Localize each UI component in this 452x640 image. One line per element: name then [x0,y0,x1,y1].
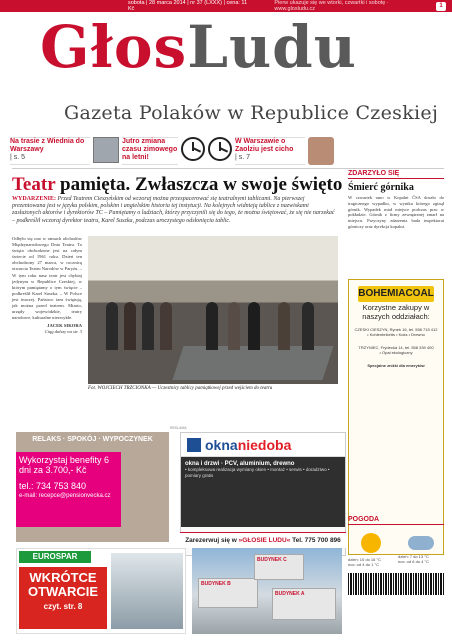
okna-logo-a: okna [205,436,238,453]
building-b: BUDYNEK B [198,578,258,608]
memorial-board [172,346,333,380]
coal-ad-line: Specjalne zniżki dla emerytów [367,363,425,368]
coal-ad-line: CZESKI CIESZYN, Rynek 16, tel. 558 715 412 [354,327,438,332]
weather-row [348,529,444,567]
weather-day-temp: dzień: 10 do 16 °C [348,557,381,562]
okna-logo-b: niedoba [237,436,292,453]
okna-body-text: • kompleksowa realizacja wymiany okien • montaż • serwis • doradztwo • pomiary gratis [185,467,330,478]
building-a: BUDYNEK A [272,588,336,620]
lead-photo [88,236,338,384]
person [302,302,314,350]
teaser-strip [10,137,444,165]
building-c: BUDYNEK C [254,554,304,580]
okna-logo [181,433,345,457]
sidebar-headline[interactable]: Śmierć górnika [348,182,414,193]
person [142,302,154,350]
lead-standfirst [12,196,338,225]
weather-night-temp: noc: od 4 do 1 °C [348,562,379,567]
teaser-1-photo [93,137,119,163]
okna-body [181,457,345,527]
logo-part-1: Głos [40,13,188,81]
reservation-tel: Tel. 775 700 896 [290,537,341,544]
person [106,302,118,350]
relaks-body: Wykorzystaj benefity 6 dni za 3.700,- Kč [19,455,109,475]
headline-accent: Teatr [12,174,56,195]
relaks-mail: e-mail: recepce@pensionvecka.cz [19,493,111,499]
sidebar-text: W czwartek rano w Kopalni ČSA doszło do tragicznego wypadku, w wyniku którego zginął górnik. Wypadek miał miejsce podczas prac w pokładzie. Górnik z firmy zewnętrznej zmarł na miejscu. Przyczyny zdarzenia bada inspektorat górniczy oraz dyrekcja kopalni. [348,195,444,229]
newspaper-logo[interactable] [40,13,420,81]
person [124,302,136,350]
eurospar-offer [19,567,107,629]
coal-ad-line: TRZYNIEC, Frýdecká 14, tel. 558 339 400 [358,345,434,350]
photo-caption: Fot. WOJCIECH TRZCIONKA — Uczestnicy tablicy pamiątkowej przed wejściem do teatru [88,386,273,391]
bohemiacoal-logo: BOHEMIACOAL [358,286,434,302]
person [278,302,290,350]
lead-body [12,236,82,336]
continued-note[interactable]: Ciąg dalszy na str. 3 [44,329,82,335]
top-bar [0,0,452,12]
teaser-title: Na trasie z Wiednia do Warszawy [10,138,85,153]
masthead [0,13,452,124]
coal-ad-line: • Opał ekologiczny [379,350,413,355]
sidebar [348,170,444,555]
reservation-brand: »GŁOSIE LUDU« [238,537,291,544]
issue-info: sobota | 28 marca 2014 | nr 37 (LXXX) | cena: 11 Kč [128,0,248,12]
eurospar-headline: WKRÓTCE OTWARCIE [27,570,99,599]
teaser-3-photo [308,137,334,165]
sun-icon [361,533,381,553]
headline-rest: pamięta. Zwłaszcza w swoje święto [55,174,343,195]
coal-ad-line: • Kohlenbriketts • Koks • Drewno [367,332,425,337]
cloud-icon [408,536,434,550]
eurospar-logo: EUROSPAR [19,551,91,563]
eurospar-page: czyt. str. 8 [43,602,83,611]
coal-ad-headline: Korzystne zakupy w naszych oddziałach: [362,303,430,321]
author: JACEK SIKORA [47,323,82,329]
teaser-title: W Warszawie o Zaolziu jest cicho [235,138,294,153]
sidebar-section-label: ZDARZYŁO SIĘ [348,170,444,179]
reservation-strip[interactable] [180,532,346,548]
standfirst-label: WYDARZENIE: [12,196,57,202]
teaser-page: | s. 5 [10,154,26,161]
lead-body-text: Odbyło się ono w ramach obchodów Międzynarodowego Dnia Teatru. To święto obchodzone jest na całym świecie od 1961 roku. Dzień ten obchodzony 27 marca, w rocznicę otwarcia Teatru Narodów w Paryżu. – W tym roku nasz teatr jest chybiaj jedynym w Republice Czeskiej, w którym pamiętamy o tym święcie – podkreślił Karel Suszka. – W Polsce jest inaczej. Państwo tam świętują, jak można przed teatrem. Miasto, urzędy wojewódzkie, teatry narodowe, kulturalne niezwykłe. [12,236,82,321]
person [206,302,218,350]
divider [12,168,444,169]
person [248,302,260,350]
weather-day-1 [348,529,394,567]
person [228,302,240,350]
teaser-3[interactable] [235,137,305,165]
promo-text: Pierw ukazuje się we wtorki, czwartki i sobotę · www.glosludu.cz [274,0,389,12]
person [160,302,172,350]
clock-icon [208,137,232,161]
advert-label: REKLAMA [170,426,187,430]
relaks-tel: tel.: 734 753 840 [19,481,87,491]
window-icon [187,438,201,452]
teaser-1[interactable] [10,137,90,165]
logo-part-2: Ludu [187,13,357,81]
teaser-title: Jutro zmiana czasu zimowego na letni! [122,138,178,161]
relaks-offer [16,452,121,527]
weather-day-2 [398,529,444,567]
section-flag: 1 [436,2,446,11]
weather-day-temp: dzień: 7 do 13 °C [398,554,429,559]
relaks-headline: RELAKS · SPOKÓJ · WYPOCZYNEK [32,436,153,443]
standfirst-text: Przed Teatrem Cieszyńskim od wczoraj można przespacerować się teatralnymi tablicami. Na pierwszej prezentowana jest w języku polskim, polskim i angielskim historia tej instytucji. Na kolejnych widnieją tablice z nazwiskami zasłużonych aktorów i dyrektorów TC – Pamiętamy o ludziach, którzy przyczynili się do tego, że można świętować, że się nie narzekać – podkreślił wczoraj dyrektor teatru, Karel Suszka, podczas uroczystego odsłonięcia tablic. [12,196,335,224]
relaks-advert[interactable] [16,432,169,542]
clock-icon [181,137,205,161]
okna-body-head: okna i drzwi · PCV, aluminium, drewno [185,461,295,467]
reservation-label: Zarezerwuj się w [185,537,239,544]
building-advert[interactable] [192,548,342,634]
teaser-2[interactable] [122,137,178,165]
lead-headline[interactable] [12,174,342,196]
coal-advert[interactable] [348,279,444,555]
barcode [348,573,444,595]
newspaper-subtitle: Gazeta Polaków w Republice Czeskiej [64,102,439,124]
store-photo [111,553,183,629]
weather-box [348,516,444,595]
teaser-page: | s. 7 [235,154,251,161]
weather-night-temp: noc: od 6 do 4 °C [398,559,429,564]
weather-section-label: POGODA [348,516,444,525]
eurospar-advert[interactable] [16,548,186,634]
